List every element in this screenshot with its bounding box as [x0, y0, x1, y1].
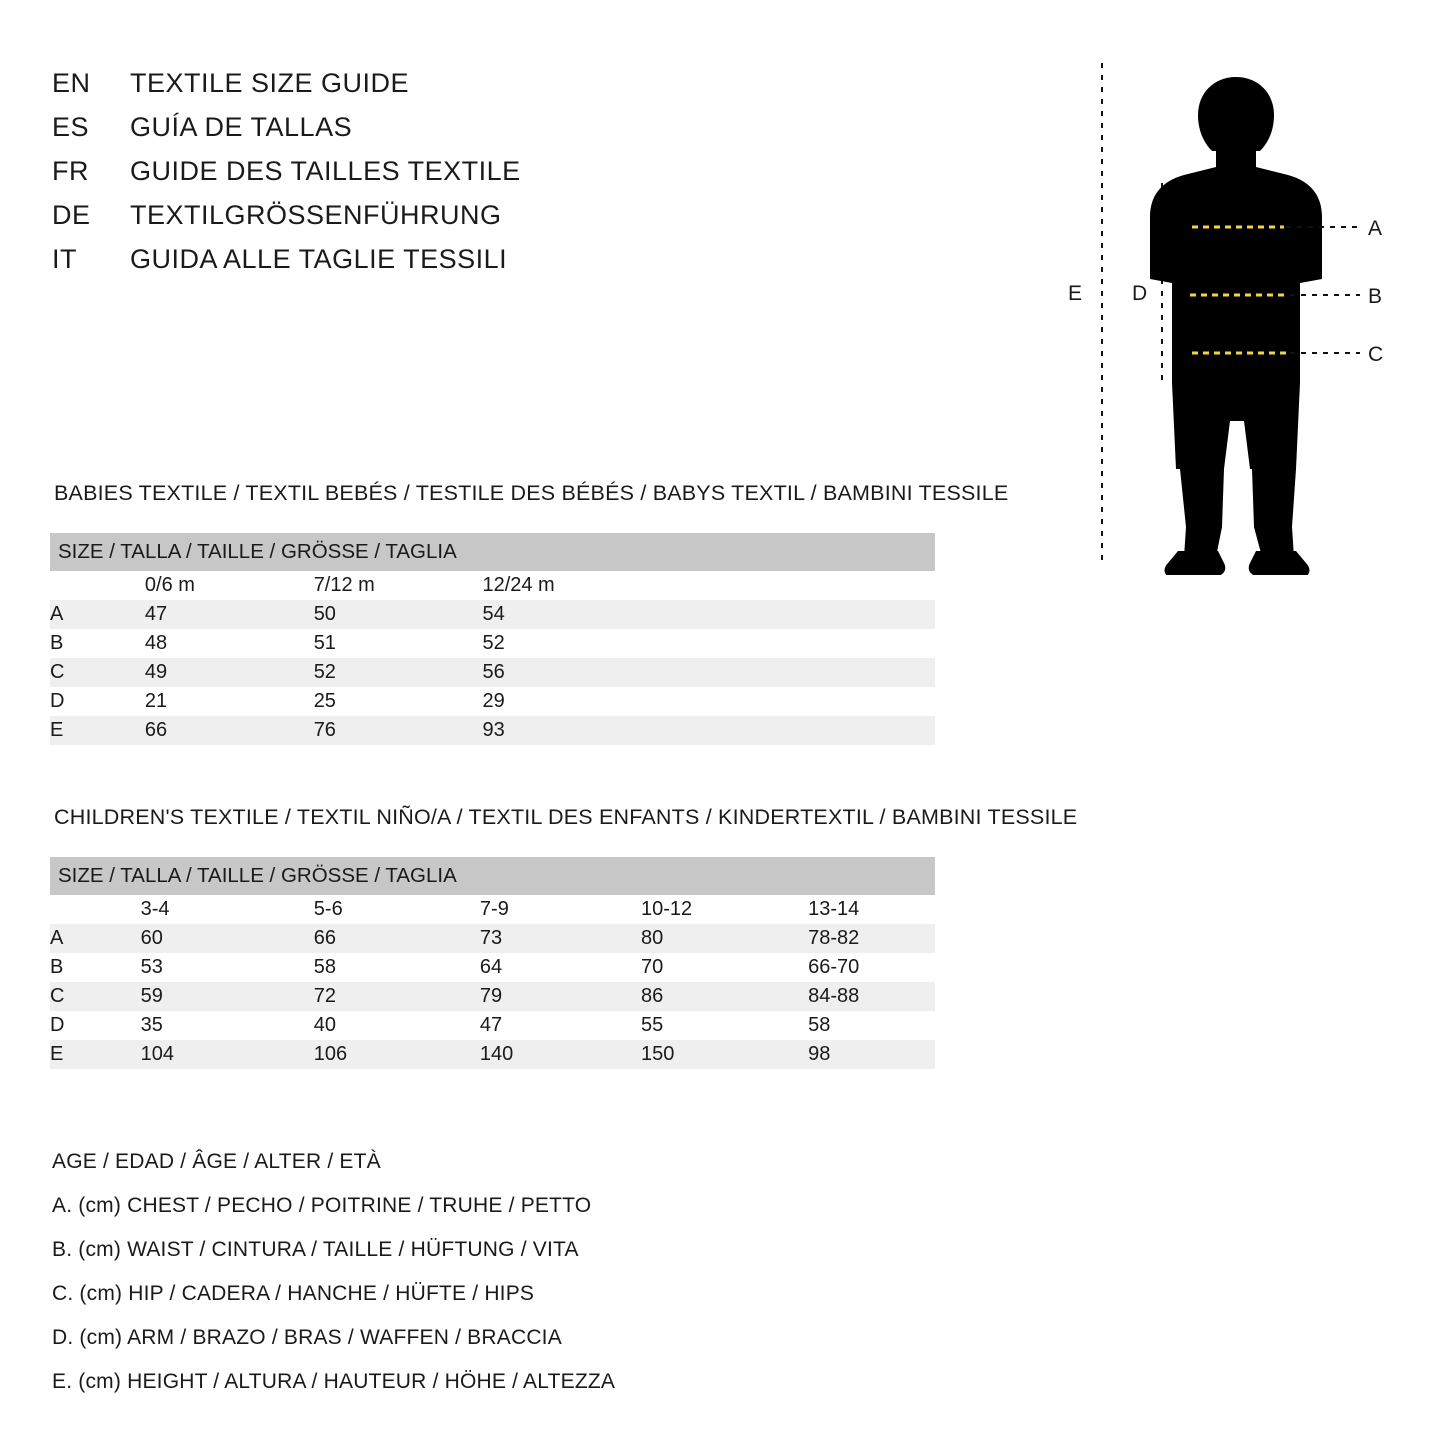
legend-block	[52, 1140, 952, 1404]
babies-b-2: 52	[482, 629, 935, 658]
title-lang-fr: FR	[52, 156, 89, 186]
children-d-0: 35	[141, 1011, 314, 1040]
children-b-1: 58	[314, 953, 480, 982]
header-corner-cell	[50, 571, 145, 600]
table-title-row	[50, 533, 935, 571]
babies-row-label-d: D	[50, 687, 145, 716]
title-row	[52, 200, 752, 244]
babies-a-2: 54	[482, 600, 935, 629]
children-c-4: 84-88	[808, 982, 935, 1011]
figure-label-d: D	[1132, 282, 1148, 305]
title-row	[52, 112, 752, 156]
children-col-1: 5-6	[314, 895, 480, 924]
title-text-de: TEXTILGRÖSSENFÜHRUNG	[130, 200, 502, 230]
children-row-label-d: D	[50, 1011, 141, 1040]
babies-row-label-c: C	[50, 658, 145, 687]
babies-section-heading: BABIES TEXTILE / TEXTIL BEBÉS / TESTILE DES BÉBÉS / BABYS TEXTIL / BAMBINI TESSILE	[54, 481, 1009, 505]
babies-e-1: 76	[314, 716, 483, 745]
children-e-1: 106	[314, 1040, 480, 1069]
babies-a-0: 47	[145, 600, 314, 629]
children-row-label-b: B	[50, 953, 141, 982]
children-c-3: 86	[641, 982, 808, 1011]
children-a-4: 78-82	[808, 924, 935, 953]
babies-row-label-e: E	[50, 716, 145, 745]
babies-e-0: 66	[145, 716, 314, 745]
children-row-label-c: C	[50, 982, 141, 1011]
children-a-3: 80	[641, 924, 808, 953]
babies-b-0: 48	[145, 629, 314, 658]
legend-line-a-chest: A. (cm) CHEST / PECHO / POITRINE / TRUHE / PETTO	[52, 1194, 592, 1217]
children-e-4: 98	[808, 1040, 935, 1069]
legend-line-e-height: E. (cm) HEIGHT / ALTURA / HAUTEUR / HÖHE / ALTEZZA	[52, 1370, 616, 1393]
title-lang-it: IT	[52, 244, 77, 274]
children-d-4: 58	[808, 1011, 935, 1040]
babies-b-1: 51	[314, 629, 483, 658]
children-row-label-e: E	[50, 1040, 141, 1069]
figure-label-a: A	[1368, 217, 1383, 240]
legend-line-c-hip: C. (cm) HIP / CADERA / HANCHE / HÜFTE / HIPS	[52, 1282, 535, 1305]
children-col-2: 7-9	[480, 895, 641, 924]
child-silhouette	[1150, 77, 1322, 575]
children-size-table	[50, 857, 935, 1069]
babies-e-2: 93	[482, 716, 935, 745]
figure-label-e: E	[1068, 282, 1083, 305]
children-e-0: 104	[141, 1040, 314, 1069]
table-row	[50, 1040, 935, 1069]
children-section-heading: CHILDREN'S TEXTILE / TEXTIL NIÑO/A / TEXTIL DES ENFANTS / KINDERTEXTIL / BAMBINI TESSILE	[54, 805, 1078, 829]
children-a-2: 73	[480, 924, 641, 953]
title-block	[52, 68, 752, 288]
babies-c-2: 56	[482, 658, 935, 687]
title-row	[52, 244, 752, 288]
babies-c-1: 52	[314, 658, 483, 687]
children-col-0: 3-4	[141, 895, 314, 924]
babies-c-0: 49	[145, 658, 314, 687]
table-title-row	[50, 857, 935, 895]
table-row	[50, 1011, 935, 1040]
table-row	[50, 953, 935, 982]
table-row	[50, 600, 935, 629]
title-row	[52, 68, 752, 112]
children-c-1: 72	[314, 982, 480, 1011]
title-text-it: GUIDA ALLE TAGLIE TESSILI	[130, 244, 508, 274]
title-text-en: TEXTILE SIZE GUIDE	[130, 68, 410, 98]
legend-line-age: AGE / EDAD / ÂGE / ALTER / ETÀ	[52, 1150, 381, 1173]
children-d-1: 40	[314, 1011, 480, 1040]
title-text-es: GUÍA DE TALLAS	[130, 112, 353, 142]
title-row	[52, 156, 752, 200]
children-row-label-a: A	[50, 924, 141, 953]
table-row	[50, 982, 935, 1011]
children-a-1: 66	[314, 924, 480, 953]
title-lang-en: EN	[52, 68, 91, 98]
figure-label-b: B	[1368, 285, 1383, 308]
babies-row-label-b: B	[50, 629, 145, 658]
children-e-3: 150	[641, 1040, 808, 1069]
title-lang-es: ES	[52, 112, 90, 142]
title-text-fr: GUIDE DES TAILLES TEXTILE	[130, 156, 521, 186]
table-row	[50, 658, 935, 687]
children-b-4: 66-70	[808, 953, 935, 982]
children-b-0: 53	[141, 953, 314, 982]
children-d-3: 55	[641, 1011, 808, 1040]
children-b-2: 64	[480, 953, 641, 982]
measurement-figure	[1040, 55, 1420, 575]
table-header-row	[50, 571, 935, 600]
babies-d-0: 21	[145, 687, 314, 716]
babies-size-table	[50, 533, 935, 745]
babies-d-2: 29	[482, 687, 935, 716]
babies-d-1: 25	[314, 687, 483, 716]
table-row	[50, 924, 935, 953]
children-table-title: SIZE / TALLA / TAILLE / GRÖSSE / TAGLIA	[50, 857, 935, 895]
table-header-row	[50, 895, 935, 924]
header-corner-cell	[50, 895, 141, 924]
title-lang-de: DE	[52, 200, 91, 230]
children-col-4: 13-14	[808, 895, 935, 924]
babies-col-0: 0/6 m	[145, 571, 314, 600]
children-c-2: 79	[480, 982, 641, 1011]
table-row	[50, 716, 935, 745]
children-a-0: 60	[141, 924, 314, 953]
children-c-0: 59	[141, 982, 314, 1011]
legend-line-d-arm: D. (cm) ARM / BRAZO / BRAS / WAFFEN / BRACCIA	[52, 1326, 562, 1349]
babies-col-2: 12/24 m	[482, 571, 935, 600]
babies-table-title: SIZE / TALLA / TAILLE / GRÖSSE / TAGLIA	[50, 533, 935, 571]
babies-col-1: 7/12 m	[314, 571, 483, 600]
children-b-3: 70	[641, 953, 808, 982]
babies-a-1: 50	[314, 600, 483, 629]
table-row	[50, 687, 935, 716]
children-e-2: 140	[480, 1040, 641, 1069]
table-row	[50, 629, 935, 658]
children-d-2: 47	[480, 1011, 641, 1040]
children-col-3: 10-12	[641, 895, 808, 924]
legend-line-b-waist: B. (cm) WAIST / CINTURA / TAILLE / HÜFTUNG / VITA	[52, 1238, 579, 1261]
figure-label-c: C	[1368, 343, 1384, 366]
babies-row-label-a: A	[50, 600, 145, 629]
